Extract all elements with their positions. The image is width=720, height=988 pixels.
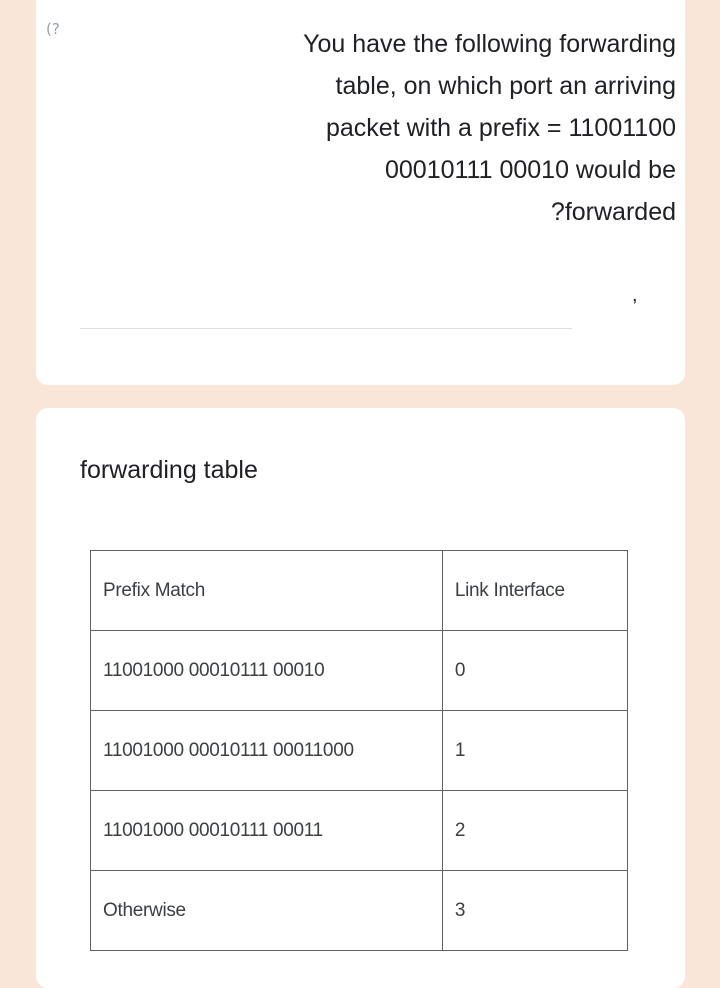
header-prefix-match: Prefix Match — [91, 551, 443, 631]
table-row — [91, 871, 628, 951]
answer-input-line[interactable] — [80, 328, 572, 329]
trailing-mark: , — [632, 284, 638, 306]
forwarding-table — [90, 550, 628, 951]
header-link-interface: Link Interface — [442, 551, 627, 631]
question-line: ?forwarded — [550, 198, 676, 226]
link-cell: 2 — [442, 791, 627, 871]
prefix-cell: 11001000 00010111 00011000 — [91, 711, 443, 791]
question-line: table, on which port an arriving — [335, 72, 676, 100]
table-row — [91, 791, 628, 871]
prefix-cell: 11001000 00010111 00011 — [91, 791, 443, 871]
prefix-cell: 11001000 00010111 00010 — [91, 631, 443, 711]
table-header-row — [91, 551, 628, 631]
question-text — [196, 23, 676, 233]
table-title: forwarding table — [80, 456, 258, 484]
link-cell: 1 — [442, 711, 627, 791]
table-row — [91, 711, 628, 791]
prefix-cell: Otherwise — [91, 871, 443, 951]
link-cell: 0 — [442, 631, 627, 711]
link-cell: 3 — [442, 871, 627, 951]
question-line: 00010111 00010 would be — [384, 156, 676, 184]
question-line: packet with a prefix = 11001100 — [326, 114, 676, 142]
question-line: You have the following forwarding — [303, 30, 676, 58]
table-row — [91, 631, 628, 711]
question-marker: (? — [46, 20, 60, 38]
